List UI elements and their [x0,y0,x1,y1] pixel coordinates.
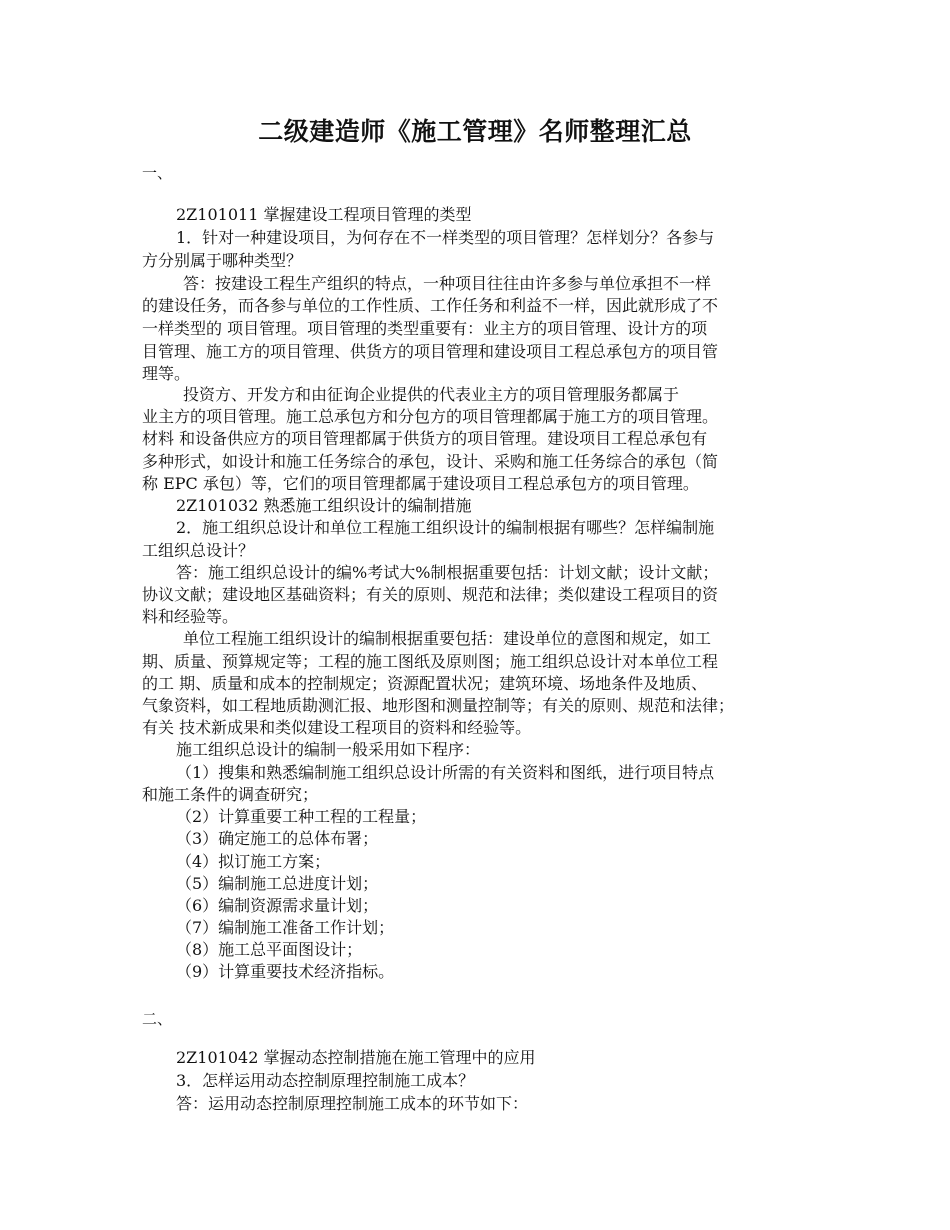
paragraph-line: 理等。 [142,364,191,383]
paragraph-line: 的工 期、质量和成本的控制规定；资源配置状况；建筑环境、场地条件及地质、 [142,674,708,693]
document-title: 二级建造师《施工管理》名师整理汇总 [258,117,692,146]
paragraph-line: 目管理、施工方的项目管理、供货方的项目管理和建设项目工程总承包方的项目管 [142,342,719,361]
list-item: （4）拟订施工方案； [176,852,331,871]
paragraph-line: 协议文献；建设地区基础资料；有关的原则、规范和法律；类似建设工程项目的资 [142,585,719,604]
paragraph-line: 答：运用动态控制原理控制施工成本的环节如下： [176,1094,529,1113]
paragraph-line: 1．针对一种建设项目，为何存在不一样类型的项目管理？怎样划分？各参与 [176,228,715,247]
paragraph-line: 方分别属于哪种类型？ [142,251,303,270]
list-item: （8）施工总平面图设计； [176,940,363,959]
section-2-label: 二、 [142,1010,173,1028]
paragraph-line: 多种形式，如设计和施工任务综合的承包，设计、采购和施工任务综合的承包（简 [142,452,719,471]
paragraph-line: 有关 技术新成果和类似建设工程项目的资料和经验等。 [142,718,532,737]
paragraph-line: 材料 和设备供应方的项目管理都属于供货方的项目管理。建设项目工程总承包有 [142,429,708,448]
paragraph-line: 答：施工组织总设计的编%考试大%制根据重要包括：计划文献；设计文献； [176,563,719,582]
paragraph-line: 单位工程施工组织设计的编制根据重要包括：建设单位的意图和规定，如工 [183,629,712,648]
paragraph-line: 施工组织总设计的编制一般采用如下程序： [176,740,481,759]
paragraph-line: 工组织总设计？ [142,541,255,560]
paragraph-line: 2Z101042 掌握动态控制措施在施工管理中的应用 [176,1048,536,1067]
list-item: （6）编制资源需求量计划； [176,896,379,915]
list-item: （3）确定施工的总体布署； [176,829,379,848]
paragraph-line: 期、质量、预算规定等；工程的施工图纸及原则图；施工组织总设计对本单位工程 [142,652,719,671]
list-item: （9）计算重要技术经济指标。 [176,962,395,981]
paragraph-line: 2Z101032 熟悉施工组织设计的编制措施 [176,496,472,515]
paragraph-line: 称 EPC 承包）等，它们的项目管理都属于建设项目工程总承包方的项目管理。 [142,474,699,493]
paragraph-line: 业主方的项目管理。施工总承包方和分包方的项目管理都属于施工方的项目管理。 [142,407,719,426]
paragraph-line: 3．怎样运用动态控制原理控制施工成本？ [176,1071,475,1090]
paragraph-line: 2．施工组织总设计和单位工程施工组织设计的编制根据有哪些？怎样编制施 [176,518,715,537]
list-item: （7）编制施工准备工作计划； [176,918,395,937]
paragraph-line: 的建设任务，而各参与单位的工作性质、工作任务和利益不一样，因此就形成了不 [142,296,719,315]
paragraph-line: 料和经验等。 [142,607,239,626]
paragraph-line: 2Z101011 掌握建设工程项目管理的类型 [176,205,472,224]
paragraph-line: 气象资料，如工程地质勘测汇报、地形图和测量控制等；有关的原则、规范和法律； [142,696,735,715]
paragraph-line: （1）搜集和熟悉编制施工组织总设计所需的有关资料和图纸，进行项目特点 [176,763,715,782]
list-item: （5）编制施工总进度计划； [176,874,379,893]
paragraph-line: 和施工条件的调查研究； [142,785,319,804]
paragraph-line: 一样类型的 项目管理。项目管理的类型重要有：业主方的项目管理、设计方的项 [142,319,708,338]
paragraph-line: 答：按建设工程生产组织的特点，一种项目往往由许多参与单位承担不一样 [183,274,712,293]
list-item: （2）计算重要工种工程的工程量； [176,807,427,826]
section-1-label: 一、 [142,164,173,182]
paragraph-line: 投资方、开发方和由征询企业提供的代表业主方的项目管理服务都属于 [183,385,680,404]
